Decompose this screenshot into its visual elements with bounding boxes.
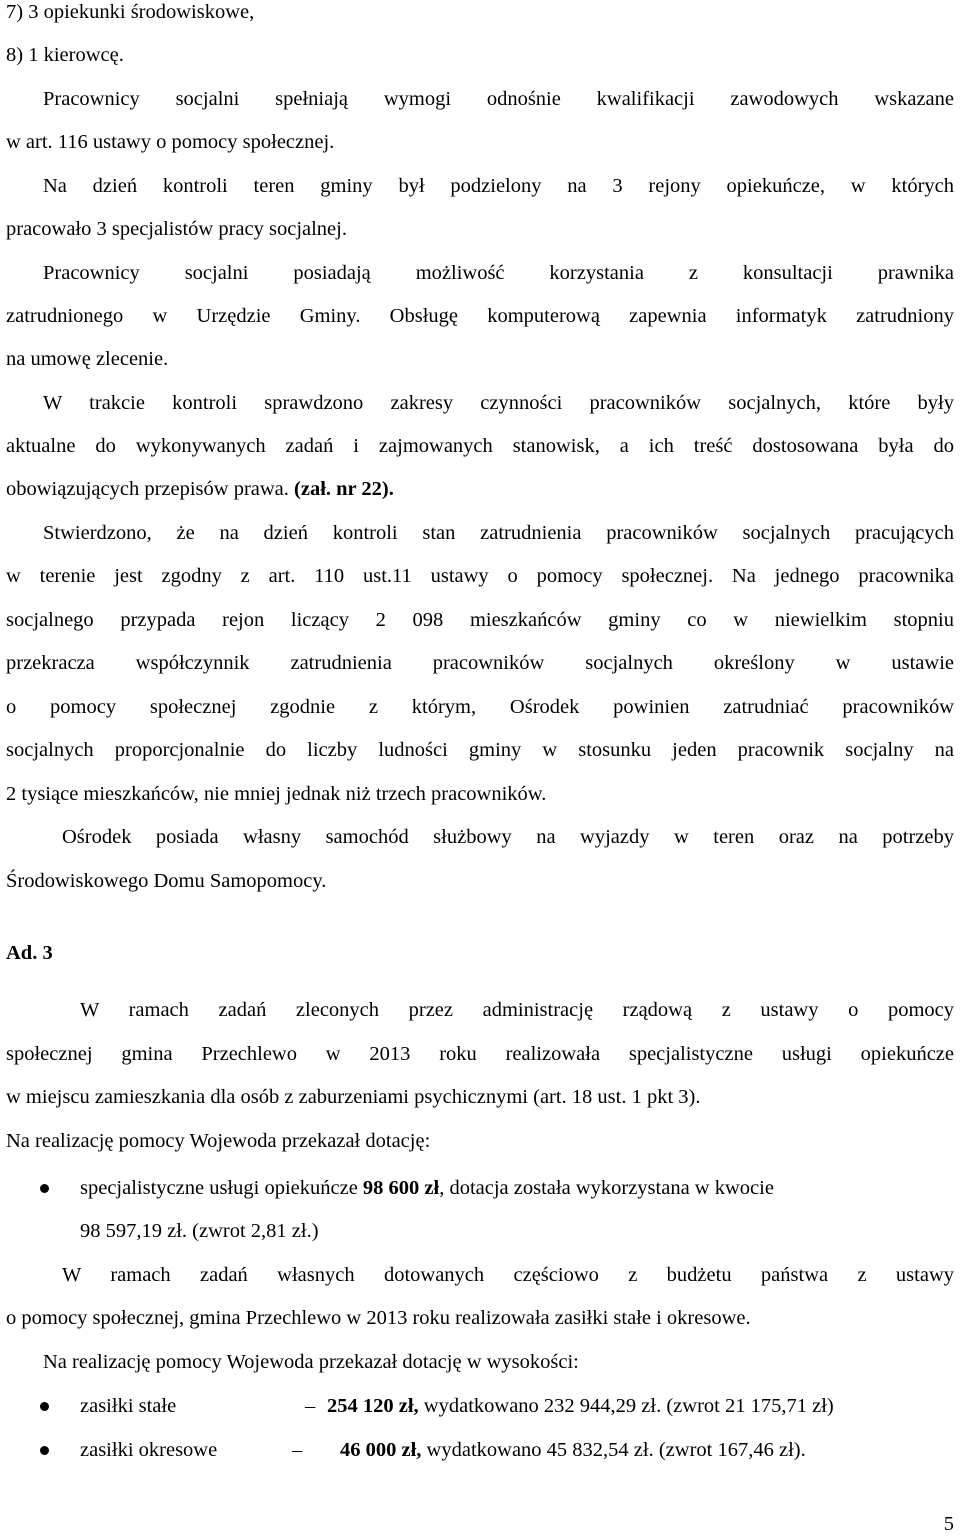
- bullet-label: zasiłki okresowe: [80, 1439, 218, 1461]
- paragraph-line: o pomocy społecznej, gmina Przechlewo w 2013 roku realizowała zasiłki stałe i okresowe.: [6, 1307, 751, 1329]
- section-heading: Ad. 3: [6, 942, 53, 964]
- paragraph-line: o pomocy społecznej zgodnie z którym, Ośrodek powinien zatrudniać pracowników: [6, 696, 954, 718]
- paragraph-line: zatrudnionego w Urzędzie Gminy. Obsługę komputerową zapewnia informatyk zatrudniony: [6, 305, 954, 327]
- list-item-7: 7) 3 opiekunki środowiskowe,: [6, 1, 255, 23]
- paragraph-line: aktualne do wykonywanych zadań i zajmowanych stanowisk, a ich treść dostosowana była do: [6, 435, 954, 457]
- paragraph-line: w art. 116 ustawy o pomocy społecznej.: [6, 131, 335, 153]
- paragraph-line: Na realizację pomocy Wojewoda przekazał dotację w wysokości:: [43, 1351, 579, 1373]
- bullet-item: [80, 1391, 954, 1421]
- paragraph-line: Na realizację pomocy Wojewoda przekazał dotację:: [6, 1130, 431, 1152]
- paragraph-line: w terenie jest zgodny z art. 110 ust.11 ustawy o pomocy społecznej. Na jednego pracownika: [6, 565, 954, 587]
- bullet-text: wydatkowano 45 832,54 zł. (zwrot 167,46 zł).: [421, 1439, 806, 1461]
- paragraph-line: w miejscu zamieszkania dla osób z zaburzeniami psychicznymi (art. 18 ust. 1 pkt 3).: [6, 1086, 701, 1108]
- paragraph-line: na umowę zlecenie.: [6, 348, 169, 370]
- paragraph-line: Stwierdzono, że na dzień kontroli stan zatrudnienia pracowników socjalnych pracujących: [43, 522, 954, 544]
- paragraph-line: socjalnych proporcjonalnie do liczby ludności gminy w stosunku jeden pracownik socjalny na: [6, 739, 954, 761]
- dash: –: [305, 1395, 316, 1417]
- amount: 254 120 zł,: [327, 1395, 419, 1417]
- bullet-icon: [40, 1402, 49, 1411]
- page-number: 5: [943, 1513, 954, 1535]
- bullet-text: , dotacja została wykorzystana w kwocie: [439, 1177, 774, 1199]
- paragraph-text: obowiązujących przepisów prawa.: [6, 478, 295, 500]
- bullet-icon: [40, 1446, 49, 1455]
- paragraph-line: W ramach zadań własnych dotowanych częściowo z budżetu państwa z ustawy: [62, 1264, 954, 1286]
- paragraph-line: Na dzień kontroli teren gminy był podzielony na 3 rejony opiekuńcze, w których: [43, 175, 954, 197]
- paragraph-line: Środowiskowego Domu Samopomocy.: [6, 870, 327, 892]
- paragraph-line: [6, 474, 954, 504]
- paragraph-line: W ramach zadań zleconych przez administrację rządową z ustawy o pomocy: [80, 999, 954, 1021]
- paragraph-line: społecznej gmina Przechlewo w 2013 roku realizowała specjalistyczne usługi opiekuńcze: [6, 1043, 954, 1065]
- paragraph-line: Ośrodek posiada własny samochód służbowy na wyjazdy w teren oraz na potrzeby: [62, 826, 954, 848]
- bullet-value: [327, 1391, 834, 1421]
- paragraph-line: 2 tysiące mieszkańców, nie mniej jednak niż trzech pracowników.: [6, 783, 547, 805]
- amount: 98 600 zł: [362, 1177, 440, 1199]
- bullet-item: [80, 1435, 954, 1465]
- bullet-label: zasiłki stałe: [80, 1395, 177, 1417]
- amount: 46 000 zł,: [340, 1439, 422, 1461]
- list-item-8: 8) 1 kierowcę.: [6, 44, 124, 66]
- paragraph-line: przekracza współczynnik zatrudnienia pracowników socjalnych określony w ustawie: [6, 652, 954, 674]
- paragraph-line: Pracownicy socjalni posiadają możliwość korzystania z konsultacji prawnika: [43, 262, 954, 284]
- paragraph-line: W trakcie kontroli sprawdzono zakresy czynności pracowników socjalnych, które były: [43, 392, 954, 414]
- paragraph-line: Pracownicy socjalni spełniają wymogi odnośnie kwalifikacji zawodowych wskazane: [43, 88, 954, 110]
- bullet-item: [80, 1173, 954, 1203]
- bullet-icon: [40, 1184, 49, 1193]
- dash: –: [292, 1439, 303, 1461]
- paragraph-line: pracowało 3 specjalistów pracy socjalnej.: [6, 218, 347, 240]
- bullet-item-continuation: 98 597,19 zł. (zwrot 2,81 zł.): [80, 1220, 319, 1242]
- paragraph-line: socjalnego przypada rejon liczący 2 098 mieszkańców gminy co w niewielkim stopniu: [6, 609, 954, 631]
- bullet-text: wydatkowano 232 944,29 zł. (zwrot 21 175,71 zł): [418, 1395, 834, 1417]
- attachment-reference: (zał. nr 22).: [294, 478, 394, 500]
- bullet-value: [340, 1435, 806, 1465]
- bullet-text: specjalistyczne usługi opiekuńcze: [80, 1177, 363, 1199]
